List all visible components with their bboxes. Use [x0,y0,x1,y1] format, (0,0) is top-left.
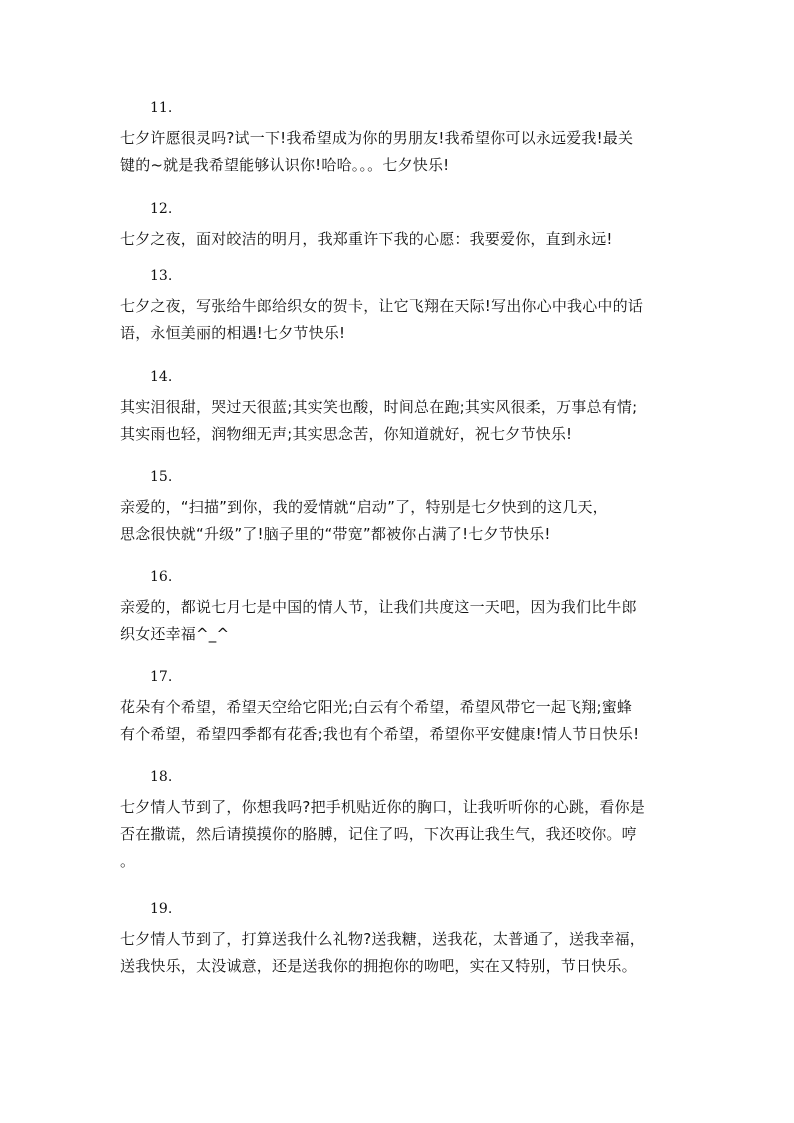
entry-19 [120,900,680,980]
entry-number: 19. [150,901,173,917]
entry-number: 18. [150,769,173,785]
entry-number: 14. [150,369,173,385]
entry-number: 15. [150,469,173,485]
entry-13 [120,267,680,347]
entry-text [120,694,680,748]
entry-12 [120,200,680,253]
text-line: 键的~就是我希望能够认识你!哈哈。。。七夕快乐! [120,156,450,174]
text-line: 七夕之夜，写张给牛郎给织女的贺卡，让它飞翔在天际!写出你心中我心中的话 [120,297,644,315]
entry-text [120,125,680,179]
entry-text [120,794,680,875]
text-line: 语，永恒美丽的相遇!七夕节快乐! [120,324,346,342]
text-line: 七夕之夜，面对皎洁的明月，我郑重许下我的心愿：我要爱你，直到永远! [120,230,613,248]
entry-number: 12. [150,201,173,217]
text-line: 有个希望，希望四季都有花香;我也有个希望，希望你平安健康!情人节日快乐! [120,725,640,743]
entry-14 [120,368,680,448]
entry-number: 11. [150,100,173,116]
text-line: 其实雨也轻，润物细无声;其实思念苦，你知道就好，祝七夕节快乐! [120,425,573,443]
entry-text [120,293,680,347]
text-line: 七夕情人节到了，你想我吗?把手机贴近你的胸口，让我听听你的心跳，看你是 [120,798,645,816]
text-line: 送我快乐，太没诚意，还是送我你的拥抱你的吻吧，实在又特别，节日快乐。 [120,957,637,975]
entry-number: 17. [150,669,173,685]
entry-15 [120,468,680,548]
text-line: 思念很快就“升级”了!脑子里的“带宽”都被你占满了!七夕节快乐! [120,525,551,543]
text-line: 织女还幸福^_^ [120,625,230,643]
text-line: 花朵有个希望，希望天空给它阳光;白云有个希望，希望风带它一起飞翔;蜜蜂 [120,698,633,716]
text-line: 。 [120,852,136,870]
text-line: 七夕许愿很灵吗?试一下!我希望成为你的男朋友!我希望你可以永远爱我!最关 [120,129,634,147]
entry-11 [120,99,680,179]
text-line: 否在撒谎，然后请摸摸你的胳膊，记住了吗，下次再让我生气，我还咬你。哼 [120,825,637,843]
entry-number: 13. [150,268,173,284]
entry-16 [120,568,680,648]
entry-number: 16. [150,569,173,585]
entry-17 [120,668,680,748]
entry-text [120,394,680,448]
entry-text [120,494,680,548]
entry-text [120,594,680,648]
entry-18 [120,768,680,875]
text-line: 其实泪很甜，哭过天很蓝;其实笑也酸，时间总在跑;其实风很柔，万事总有情; [120,398,638,416]
text-line: 亲爱的，都说七月七是中国的情人节，让我们共度这一天吧，因为我们比牛郎 [120,598,637,616]
text-line: 七夕情人节到了，打算送我什么礼物?送我糖，送我花，太普通了，送我幸福， [120,930,645,948]
entry-text [120,926,680,980]
entry-text [120,226,680,253]
text-line: 亲爱的，“扫描”到你，我的爱情就“启动”了，特别是七夕快到的这几天， [120,498,608,516]
